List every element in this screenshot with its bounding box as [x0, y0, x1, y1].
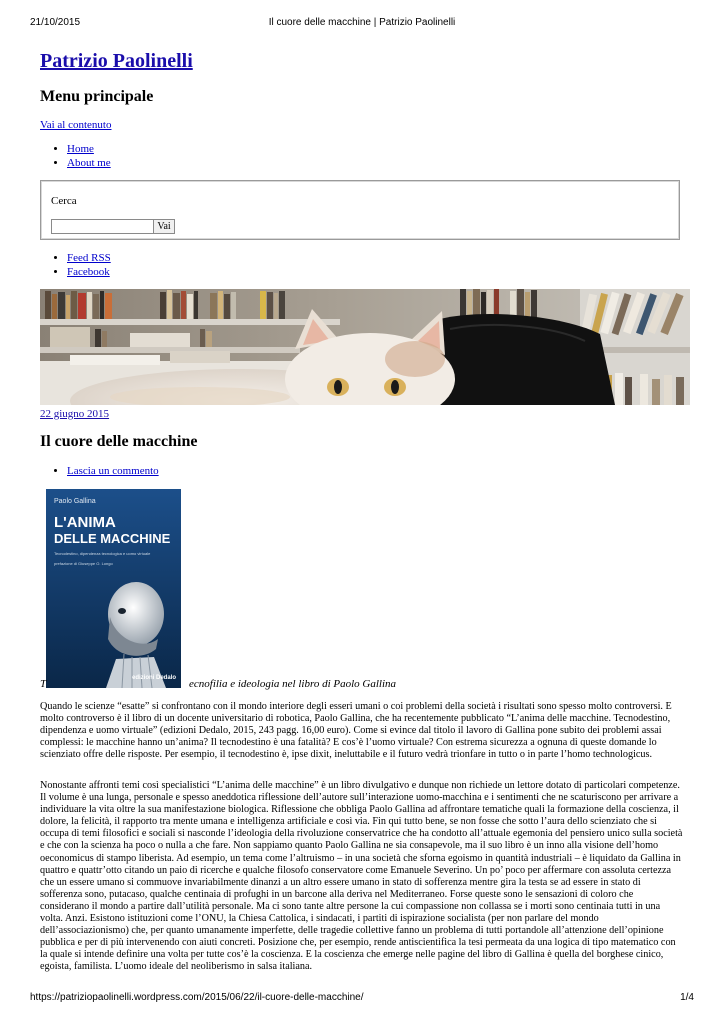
print-url: https://patriziopaolinelli.wordpress.com/2015/06/22/il-cuore-delle-macchine/	[30, 992, 364, 1003]
menu-heading: Menu principale	[40, 88, 154, 105]
header-image-cat	[40, 289, 690, 405]
caption-initial: T	[40, 678, 47, 690]
article-paragraph-2: Nonostante affronti temi così specialistici “L’anima delle macchine” è un libro divulgativo e dunque non richiede un lettore dotato di particolari competenze. Il volume è una lunga, personale e spesso aneddotica riflessione dell’autore sull’interazione uomo-macchina e i sentimenti che ne scaturiscono per arrivare a individuare la vita oltre la sua manifestazione biologica. Riflessione che obbliga Paolo Gallina ad affrontare tematiche quali la formazione della coscienza, il dolore, la felicità, il rapporto tra mente umana e intelligenza artificiale e così via. Fin qui tutto bene, se non fosse che sotto l’aura dello scienziato che si occupa di temi filosofici e sociali si nasconde l’ideologia della rivoluzione conservatrice che ha condotto all’attuale egemonia del pensiero unico sulla società e che con la scienza ha poco o nulla a che fare. Non sappiamo quanto Paolo Gallina ne sia consapevole, ma il suo libro è un inno alla visione dell’homo oeconomicus di stampo liberista. Ad esempio, un tema come l’altruismo – in una società che sforna egoismo in quantità industriali – è liquidato da Gallina in quattro e quattr’otto citando un paio di ricerche e qualche filosofo conservatore come Emanuele Severino. Un po’ poco per affermare con assoluta certezza che un essere umano si commuove invariabilmente dinanzi a un altro essere umano in stato di sofferenza mentre gira la testa se ad essere in stato di sofferenza sono, putacaso, qualche centinaia di profughi in un barcone alla deriva nel Mediterraneo. Forse queste sono le sensazioni di coloro che considerano il mondo a partire dall’utilità personale. Ma ci sono tante altre persone la cui compassione non collassa se i morti sono centinaia tutti in una volta. Anzi. Esistono istituzioni come l’ONU, la Chiesa Cattolica, i sindacati, i partiti di ispirazione socialista (per non parlare del mondo dell’associazionismo) che, per quanto umanamente imperfette, delle tragedie collettive fanno un problema di tutti portandole all’attenzione dell’opinione pubblica e per di più intervenendo con aiuti concreti. Posizione che, per esempio, rende antiscientifica la tesi permeata da una logica di tipo matematico con la quale si intende definire una volta per tutte cos’è la coscienza. E la coscienza che emerge nelle pagine del libro di Gallina è quella del borghese cinico, egoista, familista. L’uomo ideale del neoliberismo in salsa italiana.	[40, 780, 683, 973]
nav-link-about[interactable]: About me	[67, 156, 111, 169]
feed-item-rss	[67, 252, 111, 266]
post-date-link[interactable]: 22 giugno 2015	[40, 408, 110, 420]
book-publisher: edizioni Dedalo	[132, 675, 177, 681]
search-label: Cerca	[51, 195, 77, 207]
feed-item-facebook	[67, 266, 111, 280]
social-links	[52, 252, 111, 279]
book-cover-image	[46, 489, 181, 688]
nav-item-home	[67, 143, 111, 157]
post-title: Il cuore delle macchine	[40, 433, 198, 450]
post-date	[40, 408, 109, 420]
print-page-number: 1/4	[680, 992, 694, 1003]
svg-text:DELLE MACCHINE: DELLE MACCHINE	[54, 531, 171, 546]
article-paragraph-1: Quando le scienze “esatte” si confrontano con il mondo interiore degli esseri umani o coi problemi della società i risultati sono spesso molto controversi. E molto controverso è il libro di un docente universitario di robotica, Paolo Gallina, che ha recentemente pubblicato “L’anima delle macchine. Tecnodestino, dipendenza e uomo virtuale” (edizioni Dedalo, 2015, 243 pagg. 16,00 euro). Come si evince dal titolo il lavoro di Gallina pone subito dei problemi assai complessi: le macchine hanno un’anima? Il tecnodestino è una fatalità? E cos’è l’uomo virtuale? Con estrema sicurezza a ognuna di queste domande lo scienziato offre delle risposte. Per esempio, il tecnodestino è, ipse dixit, ineluttabile e il futuro vedrà trionfare in tutto o in parte l’homo technologicus.	[40, 701, 672, 761]
book-author: Paolo Gallina	[54, 498, 96, 505]
facebook-link[interactable]: Facebook	[67, 265, 110, 278]
leave-comment-link[interactable]: Lascia un commento	[67, 465, 159, 477]
search-widget	[40, 180, 680, 240]
site-title	[40, 50, 193, 73]
book-subtitle: Tecnodestino, dipendenza tecnologica e uomo virtuale	[54, 551, 151, 556]
print-footer	[30, 992, 694, 1006]
book-preface: prefazione di Giuseppe O. Longo	[54, 561, 113, 566]
nav-link-home[interactable]: Home	[67, 143, 94, 155]
rss-feed-link[interactable]: Feed RSS	[67, 252, 111, 264]
svg-text:L'ANIMA: L'ANIMA	[54, 514, 116, 531]
search-button[interactable]: Vai	[153, 219, 175, 234]
comment-item	[67, 465, 159, 479]
print-date: 21/10/2015	[30, 17, 81, 28]
post-actions	[52, 465, 159, 479]
print-header	[30, 17, 694, 31]
caption-text: ecnofilia e ideologia nel libro di Paolo Gallina	[189, 678, 397, 690]
main-nav	[52, 143, 111, 170]
print-page-title: Il cuore delle macchine | Patrizio Paolinelli	[268, 17, 456, 28]
skip-to-content-link[interactable]: Vai al contenuto	[40, 119, 112, 131]
search-input[interactable]	[51, 219, 157, 234]
site-title-link[interactable]: Patrizio Paolinelli	[40, 50, 193, 72]
nav-item-about	[67, 157, 111, 171]
